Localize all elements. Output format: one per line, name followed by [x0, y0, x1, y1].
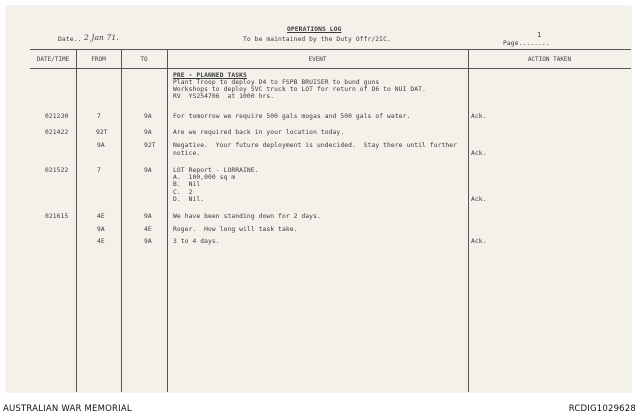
event-text: B. Nil	[173, 181, 201, 188]
column-header-event: EVENT	[308, 56, 327, 63]
page-label: Page........	[503, 40, 550, 47]
entry-from: 9A	[97, 142, 105, 149]
event-text: Are we required back in your location today.	[173, 129, 345, 136]
entry-from: 9A	[97, 226, 105, 233]
entry-to: 9A	[144, 129, 152, 136]
archive-credit: AUSTRALIAN WAR MEMORIAL	[3, 404, 132, 414]
date-value: 2 Jan 71.	[84, 33, 119, 42]
entry-from: 7	[97, 167, 101, 174]
column-header-datetime: DATE/TIME	[36, 56, 70, 63]
column-divider	[468, 49, 469, 392]
event-text: A. 100,000 sq m	[173, 174, 236, 181]
event-text: C. 2	[173, 189, 193, 196]
action-taken: Ack.	[471, 238, 487, 245]
column-divider	[121, 49, 122, 392]
event-text: Workshops to deploy SVC truck to LOT for return of D6 to NUI DAT.	[173, 86, 426, 93]
entry-datetime: 021615	[45, 213, 69, 220]
entry-to: 9A	[144, 238, 152, 245]
entry-from: 92T	[96, 129, 108, 136]
action-taken: Ack.	[471, 113, 487, 120]
document-page	[6, 6, 631, 392]
event-text: LOT Report - LORRAINE.	[173, 167, 259, 174]
date-label: Date..	[58, 36, 82, 43]
log-subtitle: To be maintained by the Duty Offr/2IC.	[243, 36, 391, 43]
event-text: Roger. How long will task take.	[173, 226, 298, 233]
event-text: We have been standing down for 2 days.	[173, 213, 321, 220]
column-header-to: TO	[140, 56, 148, 63]
event-text: For tomorrow we require 500 gals mogas and 500 gals of water.	[173, 113, 411, 120]
action-taken: Ack.	[471, 196, 487, 203]
page-number: 1	[537, 31, 542, 39]
archive-id: RCDIG1029628	[568, 404, 636, 414]
entry-to: 9A	[144, 167, 152, 174]
entry-datetime: 021522	[45, 167, 69, 174]
entry-to: 9A	[144, 213, 152, 220]
column-header-action: ACTION TAKEN	[527, 56, 572, 63]
event-text: 3 to 4 days.	[173, 238, 220, 245]
event-text: PRE - PLANNED TASKS	[173, 72, 247, 79]
entry-from: 7	[97, 113, 101, 120]
event-text: Negative. Your future deployment is undecided. Stay there until further	[173, 142, 458, 149]
entry-from: 4E	[97, 213, 105, 220]
entry-to: 9A	[144, 113, 152, 120]
column-divider	[167, 49, 168, 392]
column-divider	[76, 49, 77, 392]
event-text: RV YS254706 at 1000 hrs.	[173, 93, 275, 100]
entry-datetime: 021422	[45, 129, 69, 136]
entry-to: 92T	[144, 142, 156, 149]
action-taken: Ack.	[471, 150, 487, 157]
event-text: Plant Troop to deploy D4 to FSPB BRUISER to bund guns	[173, 79, 380, 86]
log-title: OPERATIONS LOG	[287, 26, 342, 33]
event-text: notice.	[173, 150, 201, 157]
column-header-from: FROM	[91, 56, 106, 63]
entry-datetime: 021230	[45, 113, 69, 120]
entry-from: 4E	[97, 238, 105, 245]
event-text: D. Nil.	[173, 196, 205, 203]
entry-to: 4E	[144, 226, 152, 233]
